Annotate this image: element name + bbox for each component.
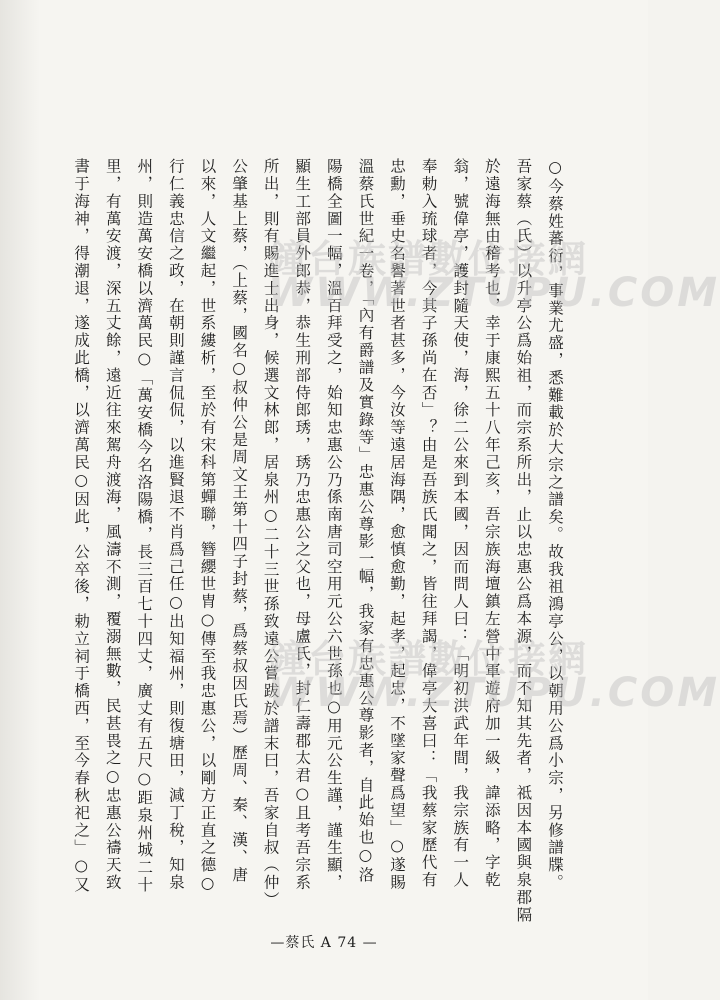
watermark-url-top: WWW.ZTUPU.COM bbox=[268, 270, 720, 316]
text-column-9: 顯生工部員外郎恭，恭生刑部侍郎琇，琇乃忠惠公之父也，母盧氏，封仁壽郡太君○且考吾宗系 bbox=[293, 158, 312, 892]
text-column-6: 忠勳，垂史名譽著世者甚多，今汝等遠居海隅，愈慎愈勤，起孝，起忠，不墜家聲爲望」○遂賜 bbox=[388, 158, 407, 892]
vertical-text-block bbox=[65, 158, 571, 924]
text-column-13: 行仁義忠信之政，在朝則謹言侃侃，以進賢退不肖爲己任○出知福州，則復塘田，減丁稅，知泉 bbox=[166, 158, 185, 892]
watermark-title-top: 鐘台族譜數位接網 bbox=[268, 237, 589, 281]
text-column-7: 溫蔡氏世紀一卷，「內有爵譜及實錄等」忠惠公尊影一幅，我家有忠惠公尊影者，自此始也○洛 bbox=[356, 158, 375, 884]
text-column-12: 以來，人文繼起，世系縷析，至於有宋科第蟬聯，簪纓世胄○傳至我忠惠公，以剛方正直之德○ bbox=[198, 158, 217, 894]
text-column-15: 里，有萬安渡，深五丈餘，遠近往來駕舟渡海，風濤不測，覆溺無數，民甚畏之○忠惠公禱天致 bbox=[103, 158, 122, 892]
page-edge-shadow bbox=[0, 0, 40, 1000]
text-column-8: 陽橋全圖一幅，溫百拜受之，始知忠惠公乃係南唐司空用元公六世孫也○用元公生謹，謹生顯， bbox=[324, 158, 343, 892]
text-column-5: 奉勅入琉球者，今其子孫尚在否」？由是吾族氏聞之，皆往拜謁，偉亭大喜曰：「我蔡家歷代有 bbox=[419, 158, 438, 889]
text-column-10: 所出，則有賜進士出身，候選文林郎，居泉州○二十三世孫致遠公嘗跋於譜末曰，吾家自叔（仲） bbox=[261, 158, 280, 909]
text-column-4: 翁，號偉亭，護封隨天使，海，徐二公來到本國，因而問人曰：「明初洪武年間，我宗族有一人 bbox=[451, 158, 470, 889]
watermark-url-bottom: WWW.ZTUPU.COM bbox=[268, 670, 720, 716]
watermark-title-bottom: 鐘台族譜數位接網 bbox=[268, 637, 589, 681]
text-column-14: 州，則造萬安橋以濟萬民○「萬安橋今名洛陽橋，長三百七十四丈，廣丈有五尺○距泉州城二十 bbox=[135, 158, 154, 894]
text-column-1: ○今蔡姓蕃衍，事業尤盛，悉難載於大宗之譜矣。故我祖鴻亭公，以朝用公爲小宗，另修譜牒。 bbox=[546, 158, 564, 892]
text-column-2: 吾家蔡（氏）以升亭公爲始祖，而宗系所出，止以忠惠公爲本源，而不知其先者，祗因本國與泉郡隔 bbox=[514, 158, 533, 924]
text-column-3: 於遠海無由稽考也，幸于康熙五十八年己亥，吾宗族海壇鎮左營中軍遊府加一級，諱添略，字乾 bbox=[482, 158, 501, 889]
page-number: —蔡氏 A 74 — bbox=[270, 935, 378, 951]
text-column-11: 公肇基上蔡，（上蔡，國名○叔仲公是周文王第十四子封蔡，爲蔡叔因氏焉）歷周、秦、漢、唐 bbox=[230, 158, 249, 884]
text-column-16: 書于海神，得潮退，遂成此橋，以濟萬民○因此，公卒後，勅立祠于橋西，至今春秋祀之」○又 bbox=[72, 158, 91, 894]
